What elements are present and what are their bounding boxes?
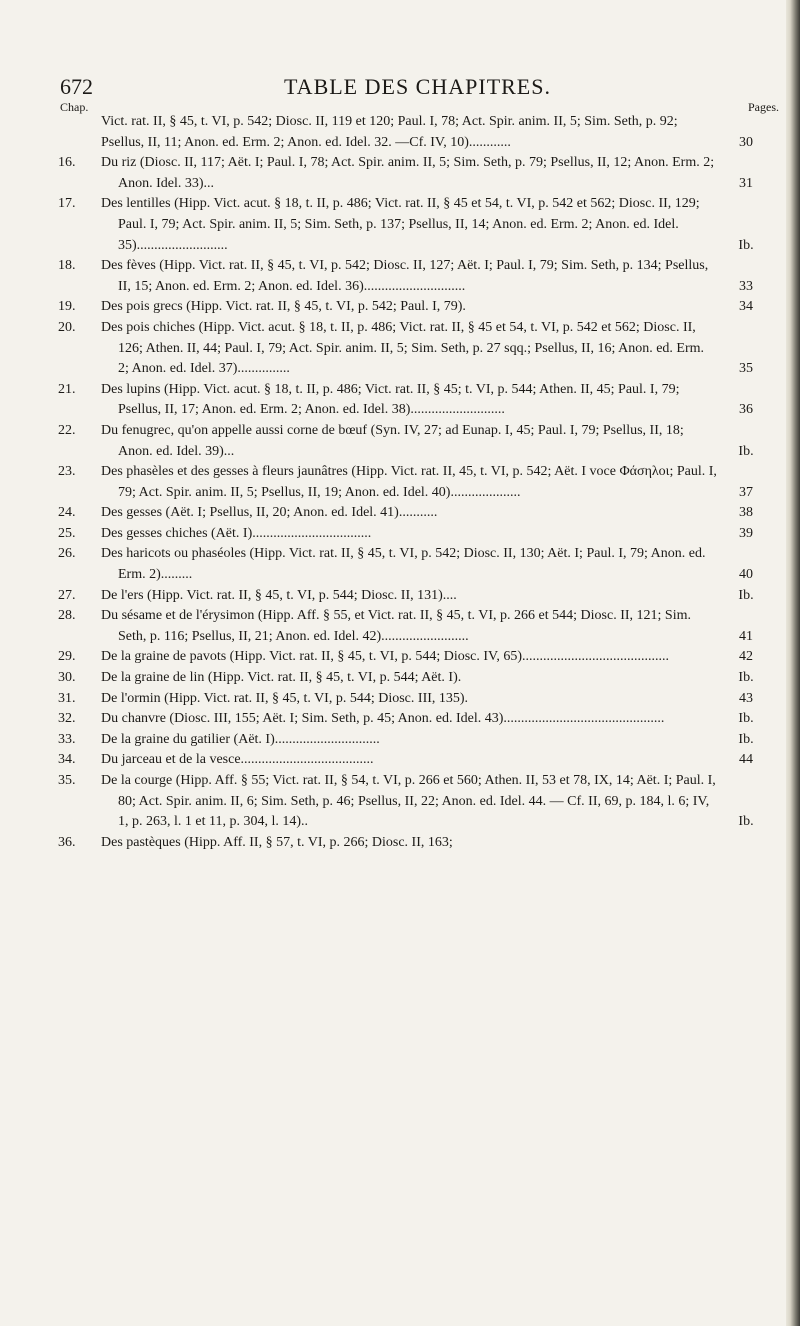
chapter-number: 35. bbox=[58, 773, 76, 788]
table-of-chapters bbox=[0, 112, 800, 853]
chapter-number: 16. bbox=[58, 155, 76, 171]
list-item bbox=[0, 462, 800, 503]
list-item bbox=[0, 256, 800, 297]
page-reference: 30 bbox=[739, 134, 753, 150]
chapter-number: 33. bbox=[58, 731, 76, 747]
chapter-text: De la graine de lin (Hipp. Vict. rat. II, § 45, t. VI, p. 544; Aët. I). bbox=[101, 670, 462, 686]
chapter-number: 26. bbox=[58, 546, 76, 562]
chapter-number: 23. bbox=[58, 464, 76, 480]
chapter-number: 27. bbox=[58, 587, 76, 603]
chapter-text: Des fèves (Hipp. Vict. rat. II, § 45, t. VI, p. 542; Diosc. II, 127; Aët. I; Paul. I, 79; Sim. Seth, p. 134; Psellus, II, 15; Anon. ed. Erm. 2; Anon. ed. Idel. 36)............................. bbox=[101, 258, 709, 294]
chapter-text: Du jarceau et de la vesce...................................... bbox=[101, 752, 374, 768]
chapter-text: Des gesses chiches (Aët. I).................................. bbox=[101, 525, 372, 541]
chapter-number: 25. bbox=[58, 525, 76, 541]
list-item bbox=[0, 647, 800, 668]
chapter-text: Du chanvre (Diosc. III, 155; Aët. I; Sim. Seth, p. 45; Anon. ed. Idel. 43).............................................. bbox=[101, 711, 665, 727]
chapter-text: Des lentilles (Hipp. Vict. acut. § 18, t. II, p. 486; Vict. rat. II, § 45 et 54, t. VI, p. 542 et 562; Diosc. II, 129; Paul. I, 79; Act. Spir. anim. II, 5; Sim. Seth, p. 137; Psellus, II, 14; Anon. ed. Erm. 2; Anon. ed. Idel. 35).......................... bbox=[101, 196, 700, 253]
chapter-text: De la graine de pavots (Hipp. Vict. rat. II, § 45, t. VI, p. 544; Diosc. IV, 65).......................................... bbox=[101, 649, 670, 665]
list-item bbox=[0, 586, 800, 607]
page-reference: 43 bbox=[739, 690, 753, 706]
list-item bbox=[0, 380, 800, 421]
running-title: TABLE DES CHAPITRES. bbox=[284, 74, 551, 99]
page-reference: Ib. bbox=[738, 711, 754, 727]
page-reference: 44 bbox=[739, 752, 753, 768]
chapter-number: 34. bbox=[58, 752, 76, 768]
list-item bbox=[0, 153, 800, 194]
chapter-text: Des haricots ou phaséoles (Hipp. Vict. rat. II, § 45, t. VI, p. 542; Diosc. II, 130; Aët. I; Paul. I, 79; Anon. ed. Erm. 2)......... bbox=[101, 546, 706, 583]
list-item bbox=[0, 833, 800, 854]
chapter-text: Des phasèles et des gesses à fleurs jaunâtres (Hipp. Vict. rat. II, 45, t. VI, p. 542; Aët. I voce Φάσηλοι; Paul. I, 79; Act. Spir. anim. II, 5; Psellus, II, 19; Anon. ed. Idel. 40).................... bbox=[101, 464, 717, 500]
list-item bbox=[0, 421, 800, 462]
chapter-text: Des pastèques (Hipp. Aff. II, § 57, t. VI, p. 266; Diosc. II, 163; bbox=[101, 834, 453, 850]
chapter-text: Du riz (Diosc. II, 117; Aët. I; Paul. I, 78; Act. Spir. anim. II, 5; Sim. Seth, p. 79; Psellus, II, 12; Anon. Erm. 2; Anon. Idel. 33)... bbox=[101, 155, 715, 191]
chapter-number: 20. bbox=[58, 319, 76, 335]
page-reference: Ib. bbox=[738, 731, 754, 747]
page-reference: Ib. bbox=[738, 670, 754, 686]
list-item bbox=[0, 709, 800, 730]
chapter-number: 22. bbox=[58, 422, 76, 438]
chapter-text: Des lupins (Hipp. Vict. acut. § 18, t. II, p. 486; Vict. rat. II, § 45; t. VI, p. 544; Athen. II, 45; Paul. I, 79; Psellus, II, 17; Anon. ed. Erm. 2; Anon. ed. Idel. 38)........................... bbox=[101, 381, 680, 418]
page-reference: 33 bbox=[739, 278, 753, 294]
page-reference: Ib. bbox=[738, 587, 754, 603]
pages-column-label: Pages. bbox=[748, 100, 779, 114]
chapter-number: 29. bbox=[58, 649, 76, 665]
page-reference: 35 bbox=[739, 361, 753, 377]
list-item bbox=[0, 668, 800, 689]
chapter-number: 17. bbox=[58, 196, 76, 212]
chapter-number: 24. bbox=[58, 505, 76, 521]
list-item bbox=[0, 544, 800, 585]
page-reference: 31 bbox=[739, 175, 753, 191]
page-reference: 37 bbox=[739, 484, 753, 500]
list-item bbox=[0, 318, 800, 380]
page-reference: Ib. bbox=[738, 443, 754, 459]
list-item bbox=[0, 730, 800, 751]
page-reference: Ib. bbox=[738, 814, 754, 830]
chapter-column-label: Chap. bbox=[60, 100, 89, 114]
chapter-number: 18. bbox=[58, 258, 76, 274]
chapter-text: Des gesses (Aët. I; Psellus, II, 20; Anon. ed. Idel. 41)........... bbox=[101, 505, 438, 521]
chapter-text: De l'ers (Hipp. Vict. rat. II, § 45, t. VI, p. 544; Diosc. II, 131).... bbox=[101, 587, 457, 603]
page-reference: 40 bbox=[739, 567, 753, 583]
chapter-text: Du fenugrec, qu'on appelle aussi corne de bœuf (Syn. IV, 27; ad Eunap. I, 45; Paul. I, 79; Psellus, II, 18; Anon. ed. Idel. 39)... bbox=[101, 422, 684, 459]
page-number: 672 bbox=[60, 74, 93, 99]
page-reference: Ib. bbox=[738, 237, 754, 253]
page-reference: 36 bbox=[739, 402, 753, 418]
chapter-text: Du sésame et de l'érysimon (Hipp. Aff. § 55, et Vict. rat. II, § 45, t. VI, p. 266 et 544; Diosc. II, 121; Sim. Seth, p. 116; Psellus, II, 21; Anon. ed. Idel. 42)......................... bbox=[101, 608, 691, 644]
page-reference: 39 bbox=[739, 525, 753, 541]
chapter-number: 36. bbox=[58, 834, 76, 850]
list-item bbox=[0, 503, 800, 524]
chapter-number: 30. bbox=[58, 670, 76, 686]
chapter-number: 21. bbox=[58, 381, 76, 397]
chapter-number: 31. bbox=[58, 690, 76, 706]
list-item bbox=[0, 194, 800, 256]
chapter-number: 19. bbox=[58, 299, 76, 315]
page-reference: 42 bbox=[739, 649, 753, 665]
chapter-text: De l'ormin (Hipp. Vict. rat. II, § 45, t. VI, p. 544; Diosc. III, 135). bbox=[101, 690, 469, 706]
chapter-text: De la graine du gatilier (Aët. I).............................. bbox=[101, 731, 380, 747]
list-item bbox=[0, 771, 800, 833]
chapter-number: 28. bbox=[58, 608, 76, 624]
list-item bbox=[0, 689, 800, 710]
list-item bbox=[0, 112, 800, 153]
chapter-text: Des pois grecs (Hipp. Vict. rat. II, § 45, t. VI, p. 542; Paul. I, 79). bbox=[101, 299, 466, 315]
page-reference: 41 bbox=[739, 628, 753, 644]
list-item bbox=[0, 297, 800, 318]
page-reference: 38 bbox=[739, 505, 753, 521]
list-item bbox=[0, 750, 800, 771]
chapter-number: 32. bbox=[58, 711, 76, 727]
list-item bbox=[0, 524, 800, 545]
list-item bbox=[0, 606, 800, 647]
page-reference: 34 bbox=[739, 299, 753, 315]
chapter-text: Des pois chiches (Hipp. Vict. acut. § 18, t. II, p. 486; Vict. rat. II, § 45 et 54, t. VI, p. 542 et 562; Diosc. II, 126; Athen. II, 44; Paul. I, 79; Act. Spir. anim. II, 5; Sim. Seth, p. 27 sqq.; Psellus, II, 16; Anon. ed. Erm. 2; Anon. ed. Idel. 37)............... bbox=[101, 319, 705, 377]
chapter-text: De la courge (Hipp. Aff. § 55; Vict. rat. II, § 54, t. VI, p. 266 et 560; Athen. II, 53 et 78, IX, 14; Aët. I; Paul. I, 80; Act. Spir. anim. II, 6; Sim. Seth, p. 46; Psellus, II, 22; Anon. ed. Idel. 44. — Cf. II, 69, p. 184, l. 6; IV, 1, p. 263, l. 1 et 11, p. 304, l. 14).. bbox=[101, 773, 716, 830]
chapter-text: Vict. rat. II, § 45, t. VI, p. 542; Diosc. II, 119 et 120; Paul. I, 78; Act. Spir. anim. II, 5; Sim. Seth, p. 92; Psellus, II, 11; Anon. ed. Erm. 2; Anon. ed. Idel. 32. —Cf. IV, 10)............ bbox=[101, 114, 678, 150]
